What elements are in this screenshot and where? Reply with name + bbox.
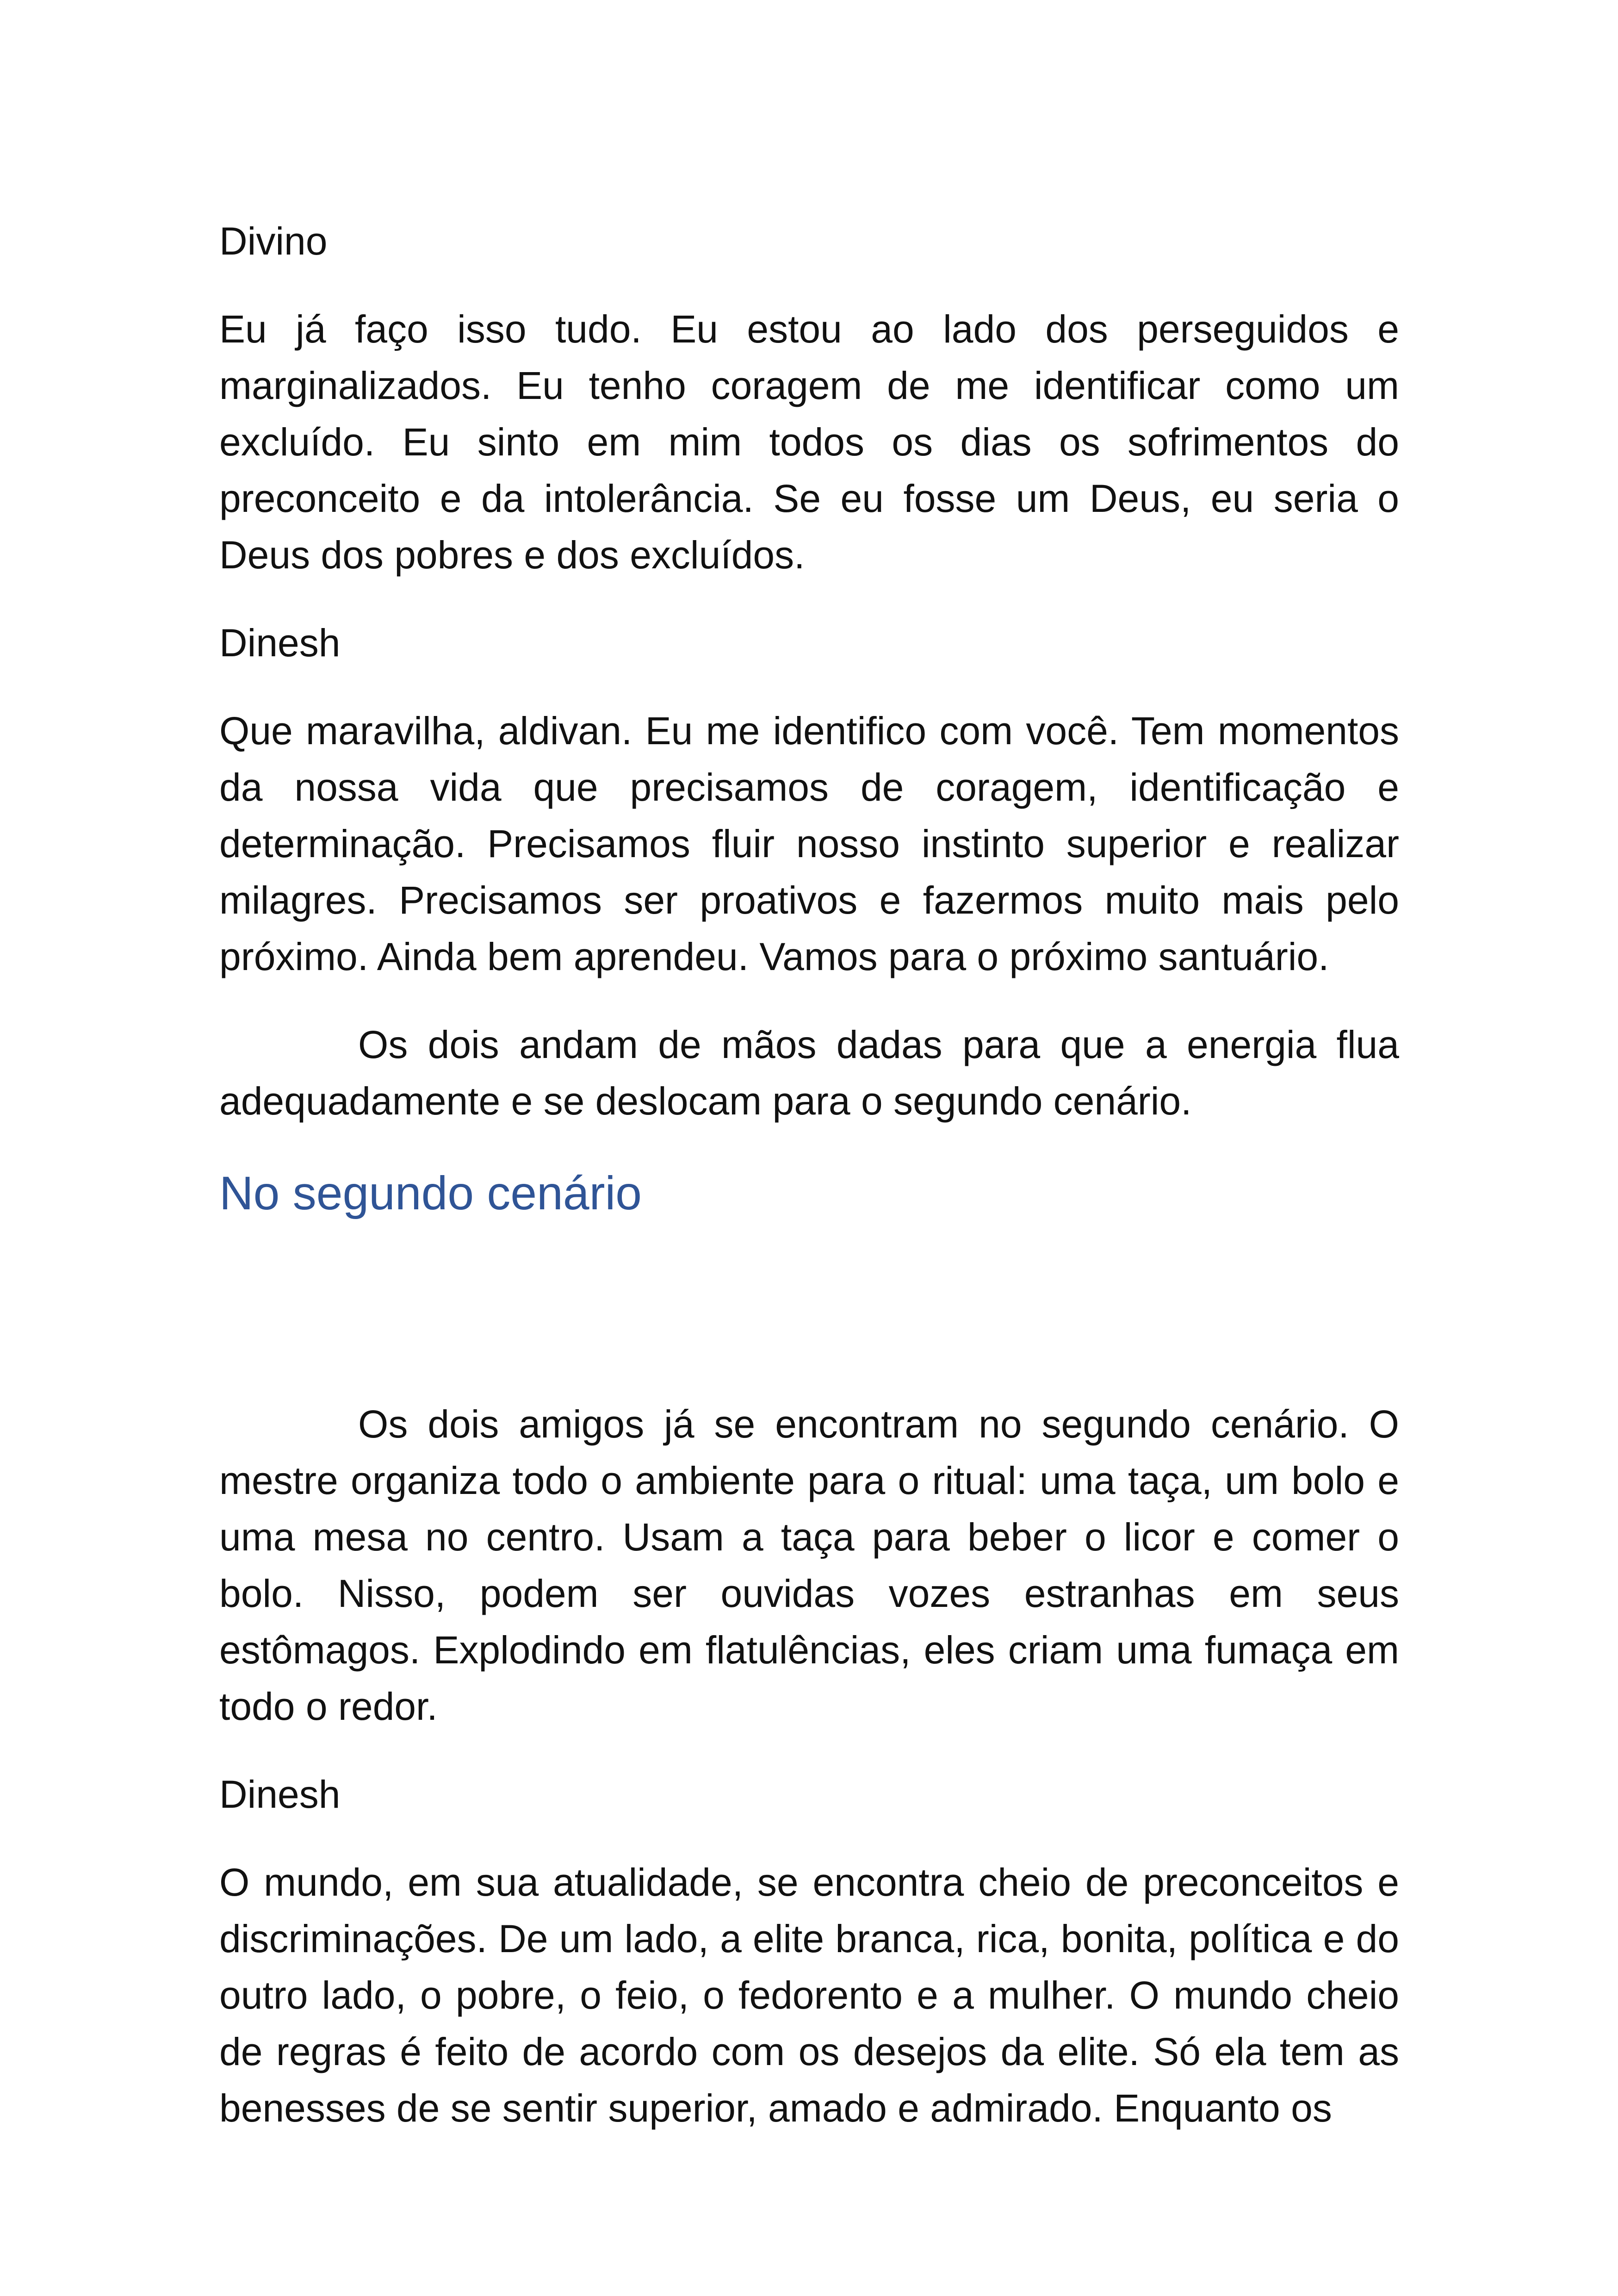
speaker-name: Dinesh — [219, 1773, 341, 1816]
speaker-name: Divino — [219, 219, 328, 263]
narration-paragraph: Os dois amigos já se encontram no segundo cenário. O mestre organiza todo o ambiente para o ritual: uma taça, um bolo e uma mesa no centro. Usam a taça para beber o licor e comer o bolo. Nisso, podem ser ouvidas vozes estranhas em seus estômagos. Explodindo em flatulências, eles criam uma fumaça em todo o redor. — [219, 1402, 1399, 1728]
document-body — [219, 213, 1399, 2168]
dialogue-paragraph: Eu já faço isso tudo. Eu estou ao lado dos perseguidos e marginalizados. Eu tenho coragem de me identificar como um excluído. Eu sinto em mim todos os dias os sofrimentos do preconceito e da intolerância. Se eu fosse um Deus, eu seria o Deus dos pobres e dos excluídos. — [219, 307, 1399, 577]
narration-paragraph: Os dois andam de mãos dadas para que a energia flua adequadamente e se deslocam para o segundo cenário. — [219, 1023, 1399, 1123]
dialogue-paragraph: O mundo, em sua atualidade, se encontra cheio de preconceitos e discriminações. De um lado, a elite branca, rica, bonita, política e do outro lado, o pobre, o feio, o fedorento e a mulher. O mundo cheio de regras é feito de acordo com os desejos da elite. Só ela tem as benesses de se sentir superior, amado e admirado. Enquanto os — [219, 1860, 1399, 2130]
section-spacer — [219, 1257, 1399, 1396]
section-heading: No segundo cenário — [219, 1167, 642, 1220]
dialogue-paragraph: Que maravilha, aldivan. Eu me identifico com você. Tem momentos da nossa vida que precisamos de coragem, identificação e determinação. Precisamos fluir nosso instinto superior e realizar milagres. Precisamos ser proativos e fazermos muito mais pelo próximo. Ainda bem aprendeu. Vamos para o próximo santuário. — [219, 709, 1399, 978]
speaker-name: Dinesh — [219, 621, 341, 665]
